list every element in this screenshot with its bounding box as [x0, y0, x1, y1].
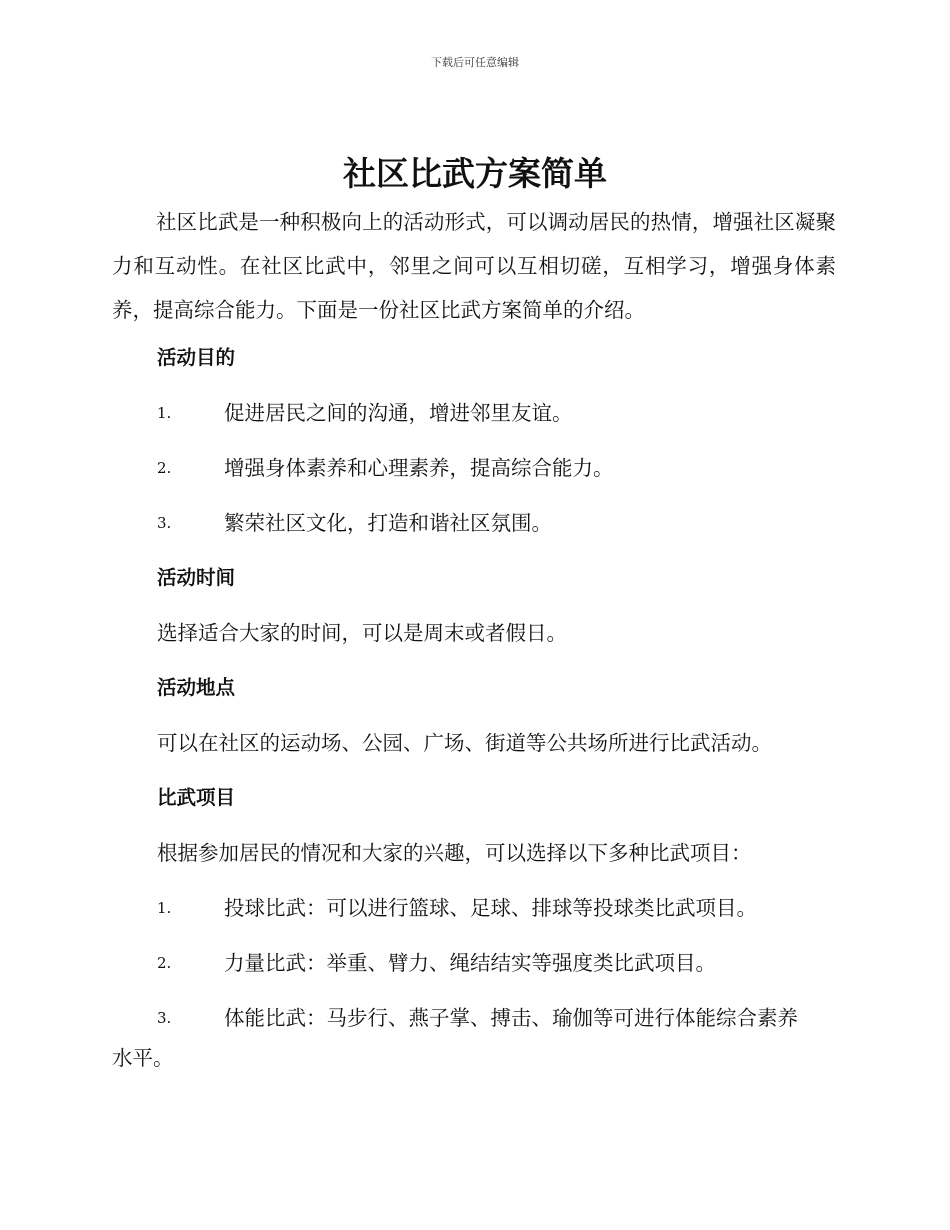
list-text: 繁荣社区文化，打造和谐社区氛围。: [224, 511, 552, 535]
list-text: 增强身体素养和心理素养，提高综合能力。: [224, 456, 614, 480]
list-number: 1.: [157, 404, 172, 422]
section-heading-purpose: 活动目的: [157, 346, 236, 369]
section-heading-time: 活动时间: [157, 566, 236, 589]
list-number: 1.: [157, 899, 172, 917]
list-number: 3.: [157, 1009, 172, 1027]
page-header-note: 下载后可任意编辑: [431, 56, 519, 69]
section-heading-events: 比武项目: [157, 786, 236, 809]
list-number: 2.: [157, 459, 172, 477]
list-number: 3.: [157, 514, 172, 532]
place-paragraph: 可以在社区的运动场、公园、广场、街道等公共场所进行比武活动。: [157, 731, 772, 755]
time-paragraph: 选择适合大家的时间，可以是周末或者假日。: [157, 621, 567, 645]
list-text: 体能比武：马步行、燕子掌、搏击、瑜伽等可进行体能综合素养: [224, 1006, 798, 1030]
list-item-continuation: 水平。: [112, 1046, 174, 1070]
document-title: 社区比武方案简单: [343, 154, 607, 193]
list-number: 2.: [157, 954, 172, 972]
list-text: 力量比武：举重、臂力、绳结结实等强度类比武项目。: [224, 951, 716, 975]
events-paragraph: 根据参加居民的情况和大家的兴趣，可以选择以下多种比武项目：: [157, 841, 752, 865]
list-text: 投球比武：可以进行篮球、足球、排球等投球类比武项目。: [224, 896, 757, 920]
intro-paragraph: 社区比武是一种积极向上的活动形式，可以调动居民的热情，增强社区凝聚力和互动性。在社区比武中，邻里之间可以互相切磋，互相学习，增强身体素养，提高综合能力。下面是一份社区比武方案简单的介绍。: [112, 210, 836, 322]
section-heading-place: 活动地点: [157, 676, 236, 699]
list-text: 促进居民之间的沟通，增进邻里友谊。: [224, 401, 573, 425]
